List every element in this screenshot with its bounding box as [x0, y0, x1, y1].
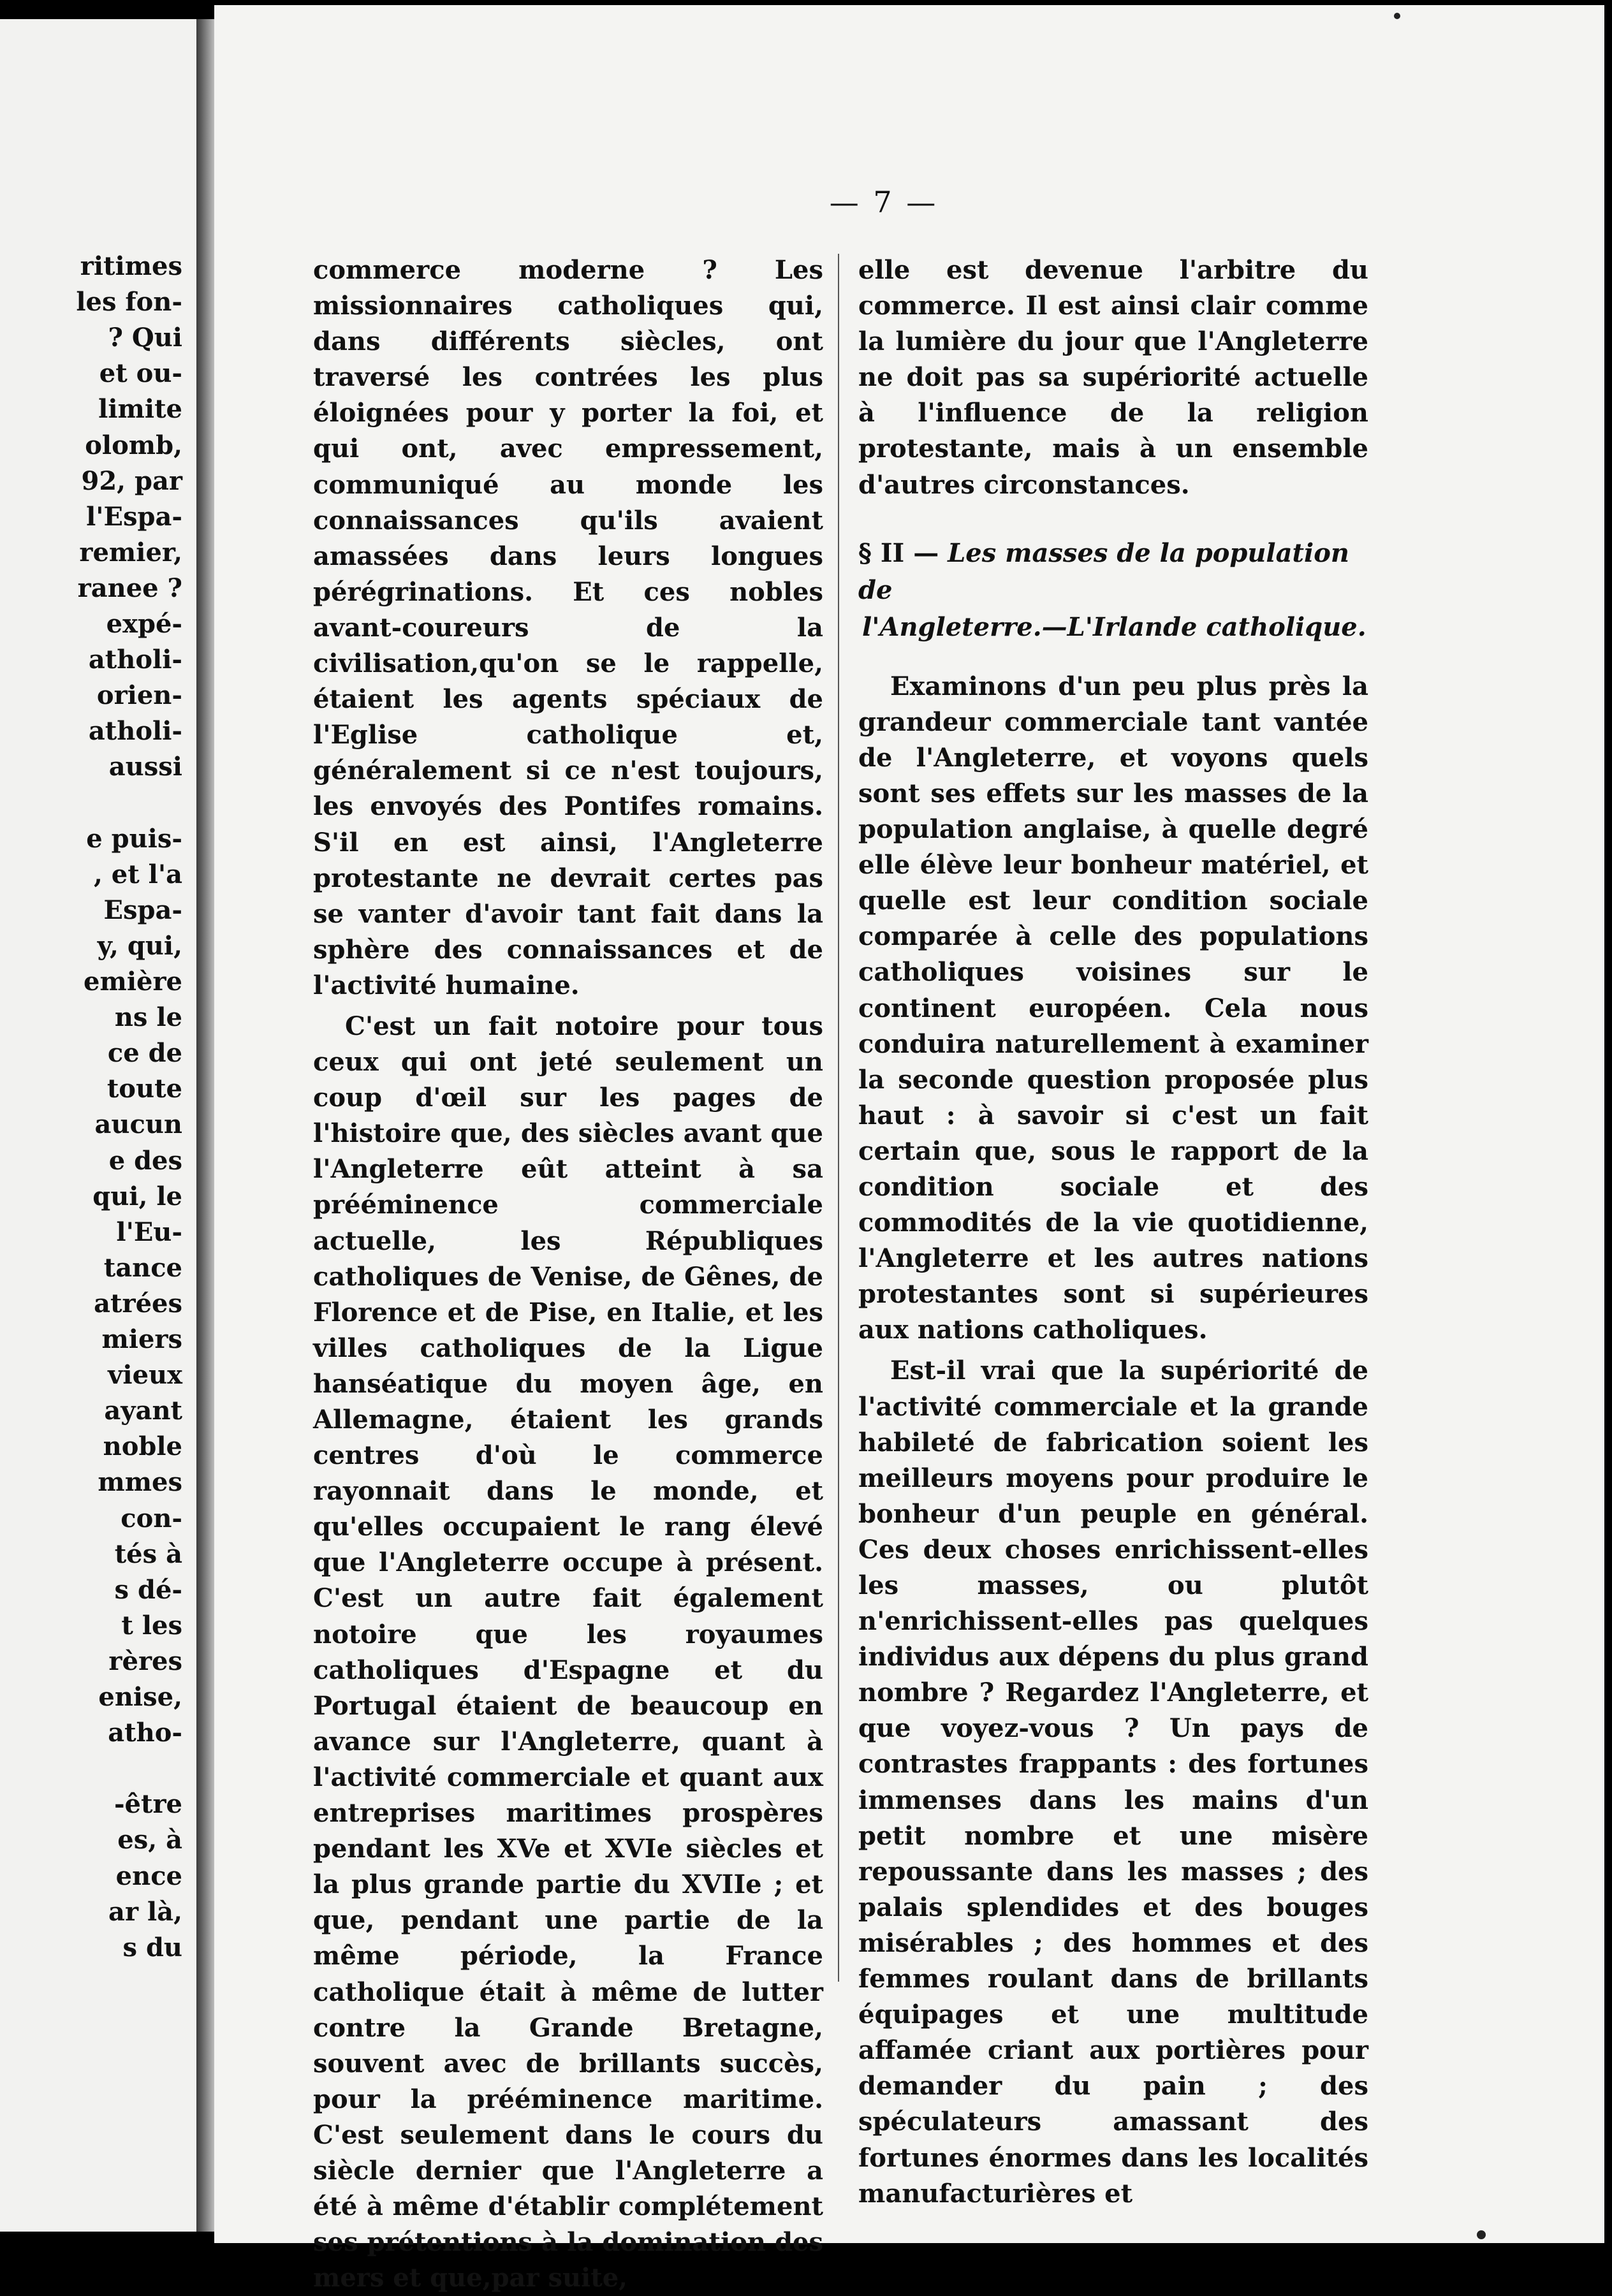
- fragment-line: ar là,: [108, 1896, 182, 1927]
- fragment-line: toute: [106, 1074, 182, 1104]
- fragment-line: ritimes: [80, 251, 182, 281]
- fragment-line: enise,: [98, 1682, 182, 1712]
- fragment-line: limite: [98, 394, 182, 425]
- fragment-line: et ou-: [99, 358, 182, 389]
- section-title-line-2: l'Angleterre.—L'Irlande catholique.: [862, 611, 1367, 642]
- fragment-line: noble: [103, 1431, 182, 1462]
- fragment-line: ? Qui: [108, 323, 182, 353]
- fragment-line: l'Eu-: [116, 1217, 182, 1247]
- left-column: [313, 252, 823, 2296]
- ink-speck: [1394, 13, 1400, 19]
- paragraph: Examinons d'un peu plus près la grandeur commerciale tant vantée de l'Angleterre, et voyons quels sont ses effets sur les masses de la population anglaise, à quelle degré elle élève leur bonheur matériel, et quelle est leur condition sociale comparée à celle des populations catholiques voisines sur le continent européen. Cela nous conduira naturellement à examiner la seconde question proposée plus haut : à savoir si c'est un fait certain que, sous le rapport de la condition sociale et des commodités de la vie quotidienne, l'Angleterre et les autres nations protestantes sont si supérieures aux nations catholiques.: [858, 671, 1368, 1345]
- fragment-line: aussi: [108, 752, 182, 782]
- fragment-line: vieux: [108, 1360, 182, 1391]
- fragment-line: emière: [84, 967, 182, 997]
- fragment-line: s dé-: [114, 1574, 182, 1605]
- page-number: — 7 —: [829, 185, 939, 219]
- fragment-line: atholi-: [88, 645, 182, 675]
- paragraph: C'est un fait notoire pour tous ceux qui ont jeté seulement un coup d'œil sur les pages de l'histoire que, des siècles avant que l'Angleterre eût atteint à sa prééminence commerciale actuelle, les Républiques catholiques de Venise, de Gênes, de Florence et de Pise, en Italie, et les villes catholiques de la Ligue hanséatique du moyen âge, en Allemagne, étaient les grands centres d'où le commerce rayonnait dans le monde, et qu'elles occupaient le rang élevé que l'Angleterre occupe à présent. C'est un autre fait également notoire que les royaumes catholiques d'Espagne et du Portugal étaient de beaucoup en avance sur l'Angleterre, quant à l'activité commerciale et quant aux entreprises maritimes prospères pendant les XVe et XVIe siècles et la plus grande partie du XVIIe ; et que, pendant une partie de la même période, la France catholique était à même de lutter contre la Grande Bretagne, souvent avec de brillants succès, pour la prééminence maritime. C'est seulement dans le cours du siècle dernier que l'Angleterre a été à même d'établir complétement ses prétentions à la domination des mers et que,par suite,: [313, 1011, 823, 2293]
- section-heading: [858, 535, 1368, 646]
- fragment-line: atho-: [108, 1718, 182, 1748]
- paragraph: Est-il vrai que la supériorité de l'activité commerciale et la grande habileté de fabrication soient les meilleurs moyens pour produire le bonheur d'un peuple en général. Ces deux choses enrichissent-elles les masses, ou plutôt n'enrichissent-elles pas quelques individus aux dépens du plus grand nombre ? Regardez l'Angleterre, et que voyez-vous ? Un pays de contrastes frappants : des fortunes immenses dans les mains d'un petit nombre et une misère repoussante dans les masses ; des palais splendides et des bouges misérables ; des hommes et des femmes roulant dans de brillants équipages et une multitude affamée criant aux portières pour demander du pain ; des spéculateurs amassant des fortunes énormes dans les localités manufacturières et: [858, 1356, 1368, 2209]
- fragment-line: ence: [115, 1861, 182, 1891]
- fragment-line: remier,: [79, 537, 182, 567]
- fragment-line: olomb,: [85, 430, 182, 460]
- fragment-line: atholi-: [88, 716, 182, 747]
- fragment-line: e des: [108, 1145, 182, 1176]
- section-title-line-1: Les masses de la population de: [858, 537, 1349, 605]
- fragment-line: atrées: [94, 1288, 182, 1319]
- fragment-line: y, qui,: [97, 930, 182, 961]
- fragment-line: ranee ?: [77, 573, 182, 603]
- fragment-line: e puis-: [86, 823, 182, 854]
- paragraph: commerce moderne ? Les missionnaires catholiques qui, dans différents siècles, ont traversé les contrées les plus éloignées pour y porter la foi, et qui ont, avec empressement, communiqué au monde les connaissances qu'ils avaient amassées dans leurs longues pérégrinations. Et ces nobles avant-coureurs de la civilisation,qu'on se le rappelle, étaient les agents spéciaux de l'Eglise catholique et, généralement si ce n'est toujours, les envoyés des Pontifes romains. S'il en est ainsi, l'Angleterre protestante ne devrait certes pas se vanter d'avoir tant fait dans la sphère des connaissances et de l'activité humaine.: [313, 255, 823, 1000]
- fragment-line: t les: [121, 1610, 182, 1641]
- fragment-line: orien-: [96, 680, 182, 711]
- fragment-line: expé-: [106, 609, 182, 639]
- facing-page-fragment: [0, 19, 196, 2232]
- fragment-line: aucun: [94, 1109, 182, 1140]
- fragment-line: s du: [122, 1932, 182, 1963]
- fragment-line: rères: [108, 1646, 182, 1676]
- fragment-line: ns le: [114, 1002, 182, 1033]
- fragment-line: es, à: [117, 1825, 182, 1855]
- fragment-line: miers: [101, 1324, 182, 1354]
- fragment-line: tance: [103, 1252, 182, 1283]
- ink-speck: [1477, 2230, 1486, 2239]
- fragment-line: qui, le: [92, 1181, 182, 1211]
- paragraph: elle est devenue l'arbitre du commerce. Il est ainsi clair comme la lumière du jour que l'Angleterre ne doit pas sa supériorité actuelle à l'influence de la religion protestante, mais à un ensemble d'autres circonstances.: [858, 255, 1368, 500]
- fragment-line: ayant: [104, 1396, 182, 1426]
- book-gutter: [196, 19, 214, 2232]
- section-mark: § II —: [858, 537, 939, 568]
- fragment-line: ce de: [107, 1038, 182, 1069]
- fragment-line: l'Espa-: [86, 501, 182, 532]
- fragment-line: Espa-: [103, 895, 182, 925]
- right-column: [858, 252, 1368, 2212]
- column-divider: [838, 254, 839, 1982]
- fragment-line: , et l'a: [93, 859, 182, 889]
- fragment-line: 92, par: [81, 465, 182, 496]
- page: [214, 5, 1604, 2293]
- fragment-line: con-: [121, 1503, 182, 1533]
- fragment-line: -être: [114, 1789, 182, 1820]
- fragment-line: les fon-: [76, 287, 182, 318]
- fragment-line: mmes: [98, 1467, 182, 1498]
- fragment-line: tés à: [114, 1539, 182, 1569]
